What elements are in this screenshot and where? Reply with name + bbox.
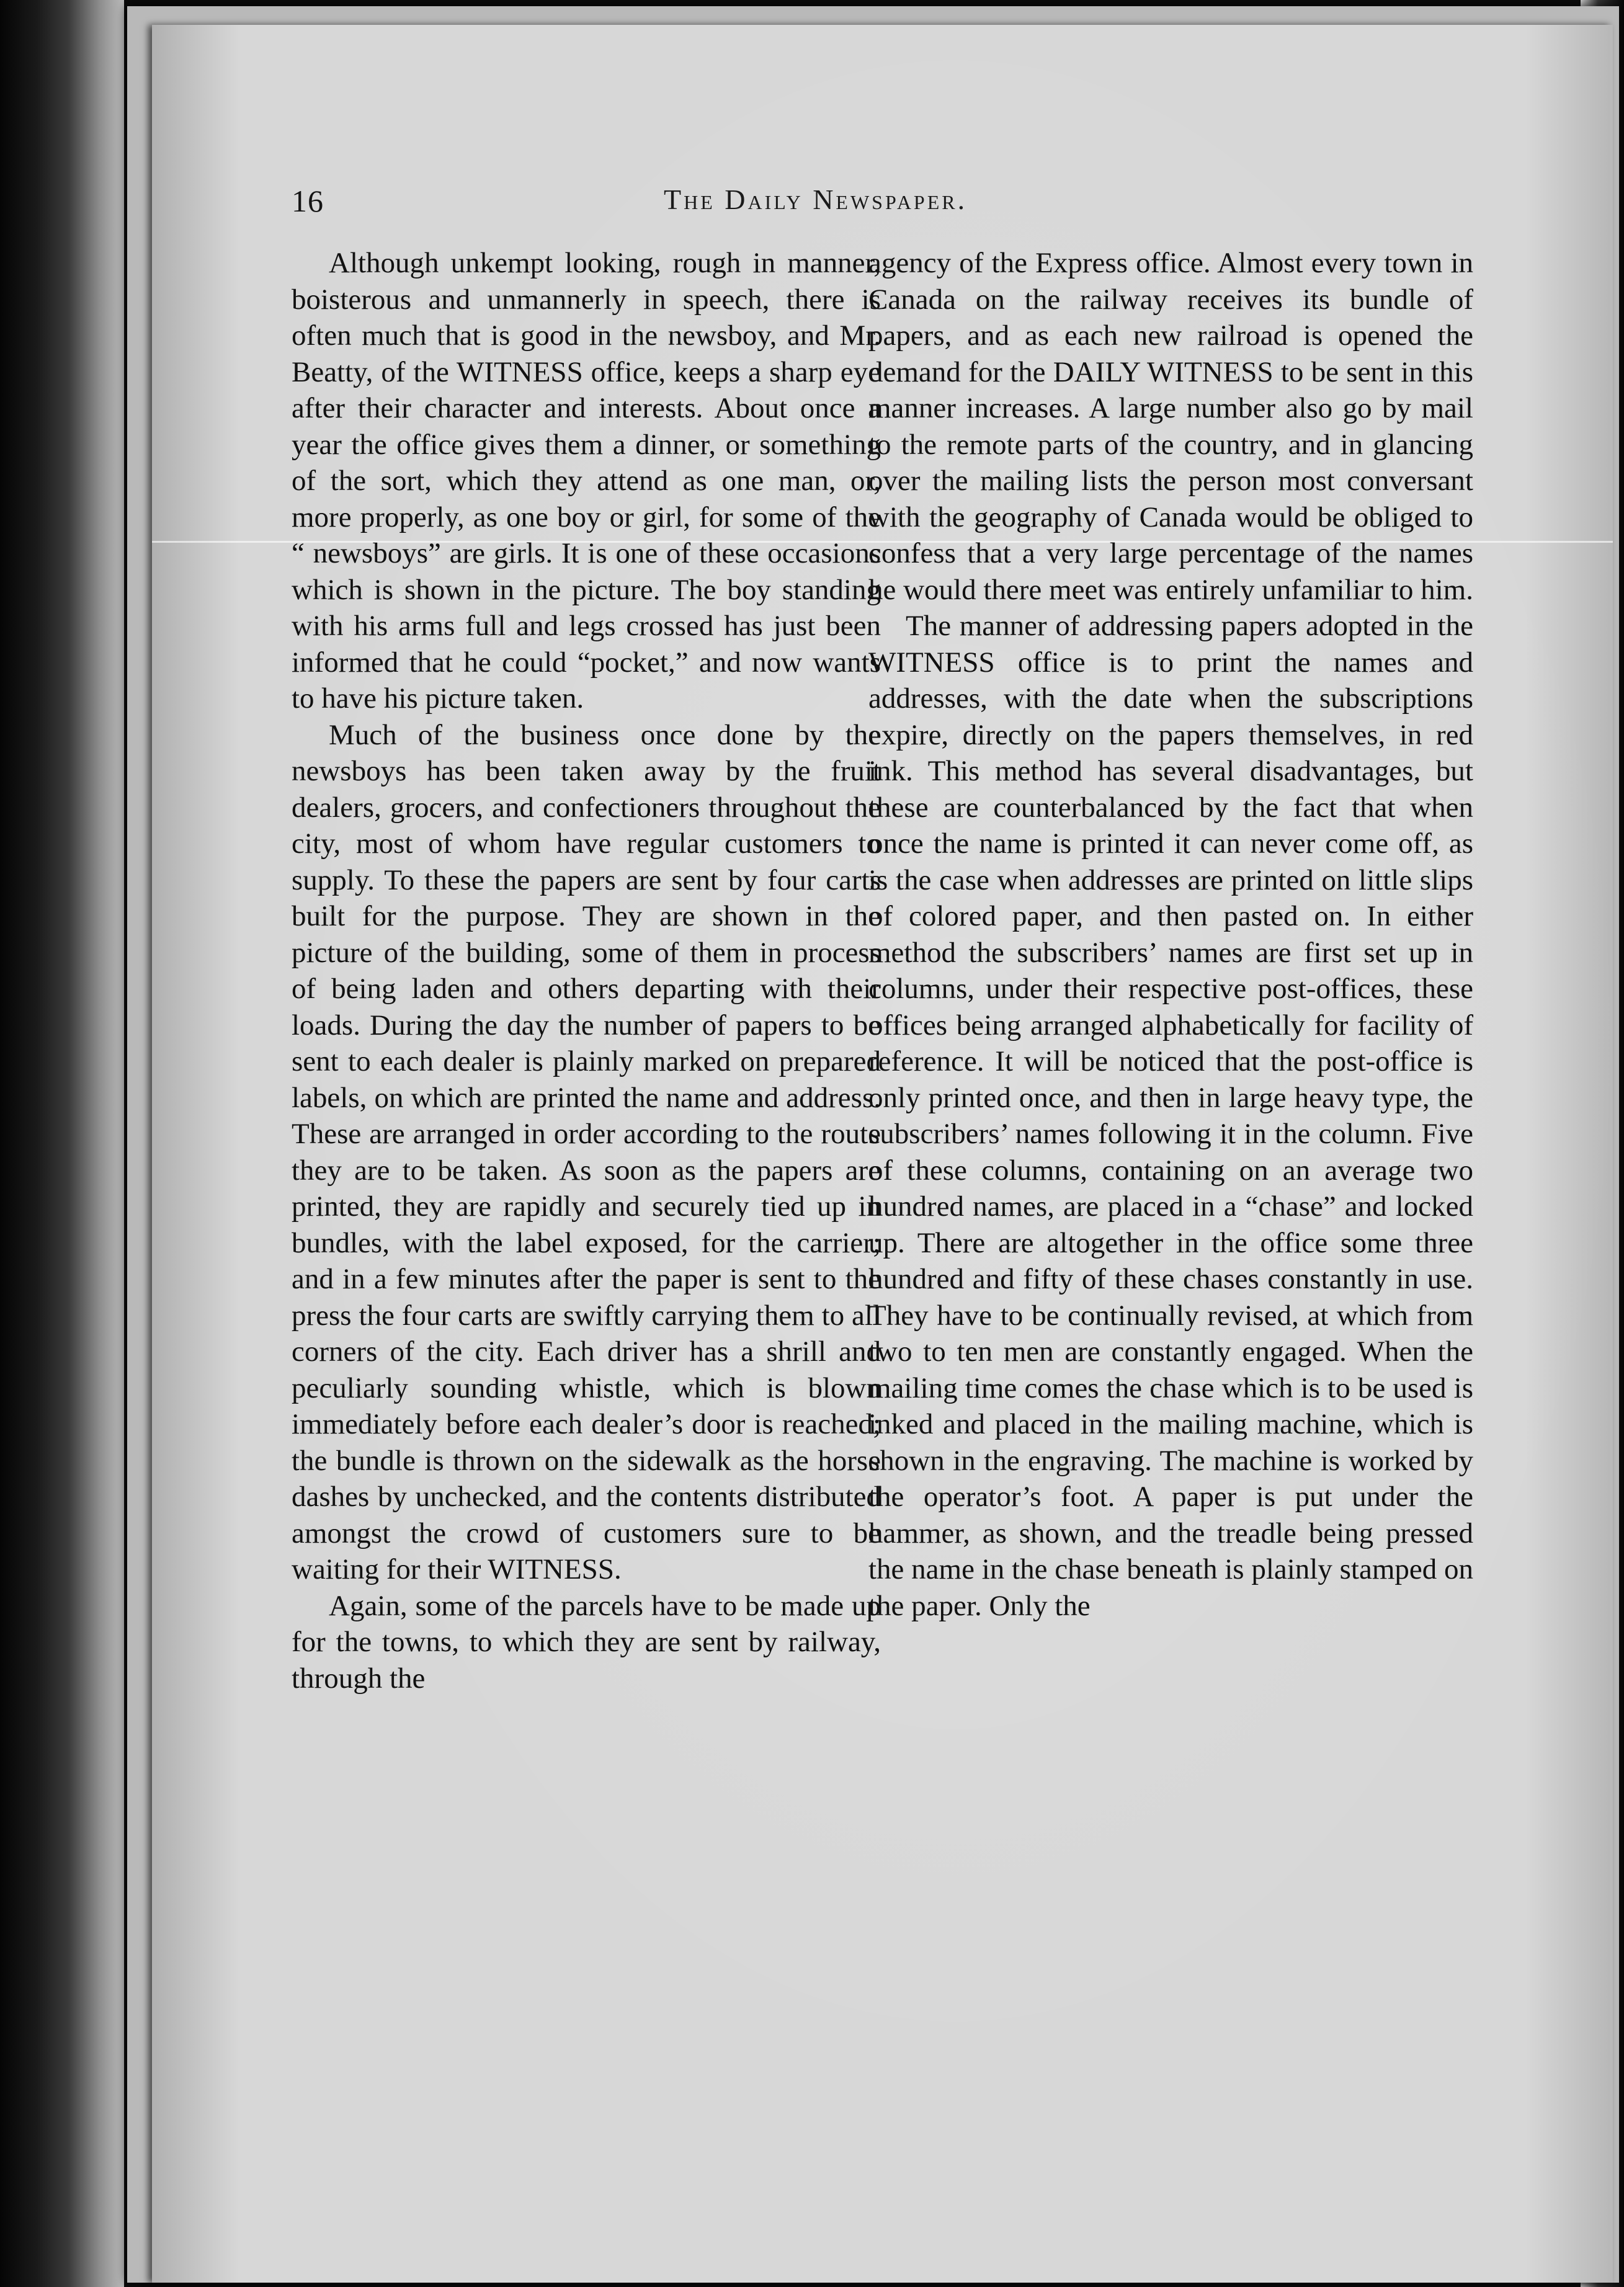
right-column [868, 245, 1473, 2131]
paragraph-delivery-carts: Much of the business once done by the newsboys has been taken away by the fruit dealers, grocers, and confectioners throughout the city, most of whom have regular customers to supply. To these the papers are sent by four carts built for the purpose. They are shown in the picture of the building, some of them in process of being laden and others departing with their loads. During the day the number of papers to be sent to each dealer is plainly marked on prepared labels, on which are printed the name and address. These are arranged in order according to the route they are to be taken. As soon as the papers are printed, they are rapidly and securely tied up in bundles, with the label exposed, for the carrier; and in a few minutes after the paper is sent to the press the four carts are swiftly carrying them to all corners of the city. Each driver has a shrill and peculiarly sounding whistle, which is blown immediately before each dealer’s door is reached; the bundle is thrown on the sidewalk as the horse dashes by unchecked, and the contents distributed amongst the crowd of customers sure to be waiting for their WITNESS. [292, 718, 881, 1585]
paragraph-addressing-papers: The manner of addressing papers adopted in the WITNESS office is to print the names and addresses, with the date when the subscriptions expire, directly on the papers themselves, in red ink. This method has several disadvantages, but these are counterbalanced by the fact that when once the name is printed it can never come off, as is the case when addresses are printed on little slips of colored paper, and then pasted on. In either method the subscribers’ names are first set up in columns, under their respective post-offices, these offices being arranged alphabetically for facility of reference. It will be noticed that the post-office is only printed once, and then in large heavy type, the subscribers’ names following it in the column. Five of these columns, containing on an average two hundred names, are placed in a “chase” and locked up. There are altogether in the office some three hundred and fifty of these chases constantly in use. They have to be continually revised, at which from two to ten men are constantly engaged. When the mailing time comes the chase which is to be used is inked and placed in the mailing machine, which is shown in the engraving. The machine is worked by the operator’s foot. A paper is put under the hammer, as shown, and the treadle being pressed the name in the chase beneath is plainly stamped on the paper. Only the [868, 610, 1473, 1622]
left-column [292, 245, 881, 2131]
running-head: The Daily Newspaper. [664, 184, 968, 215]
page-header [292, 183, 1507, 239]
paragraph-railway-parcels: Again, some of the parcels have to be made up for the towns, to which they are sent by railway, through the [292, 1589, 881, 1695]
paragraph-newsboys: Although unkempt looking, rough in manner, boisterous and unmannerly in speech, there is often much that is good in the newsboy, and Mr. Beatty, of the WITNESS office, keeps a sharp eye after their character and interests. About once a year the office gives them a dinner, or something of the sort, which they attend as one man, or, more properly, as one boy or girl, for some of the “ newsboys” are girls. It is one of these occasions which is shown in the picture. The boy standing with his arms full and legs crossed has just been informed that he could “pocket,” and now wants to have his picture taken. [292, 247, 881, 715]
scan-edge-left [0, 0, 124, 2287]
page-number: 16 [292, 184, 324, 218]
paragraph-express-office: agency of the Express office. Almost every town in Canada on the railway receives its bundle of papers, and as each new railroad is opened the demand for the DAILY WITNESS to be sent in this manner increases. A large number also go by mail to the remote parts of the country, and in glancing over the mailing lists the person most conversant with the geography of Canada would be obliged to confess that a very large percentage of the names he would there meet was entirely unfamiliar to him. [868, 247, 1473, 606]
